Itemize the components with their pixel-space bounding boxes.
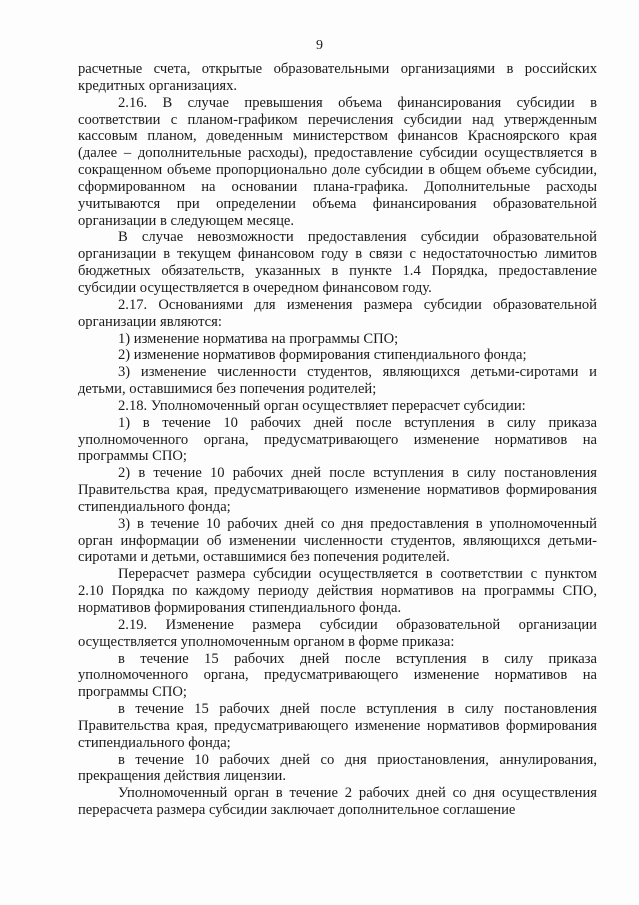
list-item: 1) изменение норматива на программы СПО; bbox=[118, 330, 399, 347]
list-item: 3) изменение численности студентов, являющихся детьми-сиротами и детьми, оставшимися без попечения родителей; bbox=[78, 364, 597, 398]
list-item: в течение 15 рабочих дней после вступления в силу приказа уполномоченного органа, предусматривающего изменение нормативов на программы СПО; bbox=[78, 650, 597, 701]
page-number: 9 bbox=[316, 38, 323, 53]
paragraph: 2.17. Основаниями для изменения размера субсидии образовательной организации являются: bbox=[78, 296, 597, 330]
paragraph: Уполномоченный орган в течение 2 рабочих дней со дня осуществления перерасчета размера субсидии заключает дополнительное соглашение bbox=[78, 785, 597, 819]
list-item: в течение 10 рабочих дней со дня приостановления, аннулирования, прекращения действия лицензии. bbox=[78, 751, 597, 785]
list-item: в течение 15 рабочих дней после вступления в силу постановления Правительства края, предусматривающего изменение нормативов формирования стипендиального фонда; bbox=[78, 701, 597, 751]
paragraph: Перерасчет размера субсидии осуществляется в соответствии с пунктом 2.10 Порядка по каждому периоду действия нормативов на программы СПО, нормативов формирования стипендиального фонда. bbox=[78, 566, 597, 616]
list-item: 2) изменение нормативов формирования стипендиального фонда; bbox=[118, 347, 527, 364]
document-body bbox=[78, 61, 597, 819]
list-item: 3) в течение 10 рабочих дней со дня предоставления в уполномоченный орган информации об изменении численности студентов, являющихся детьми-сиротами и детьми, оставшимися без попечения родителей. bbox=[78, 515, 597, 566]
paragraph: В случае невозможности предоставления субсидии образовательной организации в текущем финансовом году в связи с недостаточностью лимитов бюджетных обязательств, указанных в пункте 1.4 Порядка, предоставление субсидии осуществляется в очередном финансовом году. bbox=[78, 229, 597, 296]
list-item: 2) в течение 10 рабочих дней после вступления в силу постановления Правительства края, предусматривающего изменение нормативов формирования стипендиального фонда; bbox=[78, 465, 597, 515]
paragraph: 2.19. Изменение размера субсидии образовательной организации осуществляется уполномоченным органом в форме приказа: bbox=[78, 616, 597, 650]
paragraph: 2.18. Уполномоченный орган осуществляет перерасчет субсидии: bbox=[118, 397, 526, 414]
list-item: 1) в течение 10 рабочих дней после вступления в силу приказа уполномоченного органа, предусматривающего изменение нормативов на программы СПО; bbox=[78, 414, 597, 465]
paragraph: 2.16. В случае превышения объема финансирования субсидии в соответствии с планом-графиком перечисления субсидии над утвержденным кассовым планом, доведенным министерством финансов Красноярского края (далее – дополнительные расходы), предоставление субсидии осуществляется в сокращенном объеме пропорционально доле субсидии в общем объеме субсидии, сформированном на основании плана-графика. Дополнительные расходы учитываются при определении объема финансирования образовательной организации в следующем месяце. bbox=[78, 94, 597, 229]
paragraph: расчетные счета, открытые образовательными организациями в российских кредитных организациях. bbox=[78, 61, 597, 94]
